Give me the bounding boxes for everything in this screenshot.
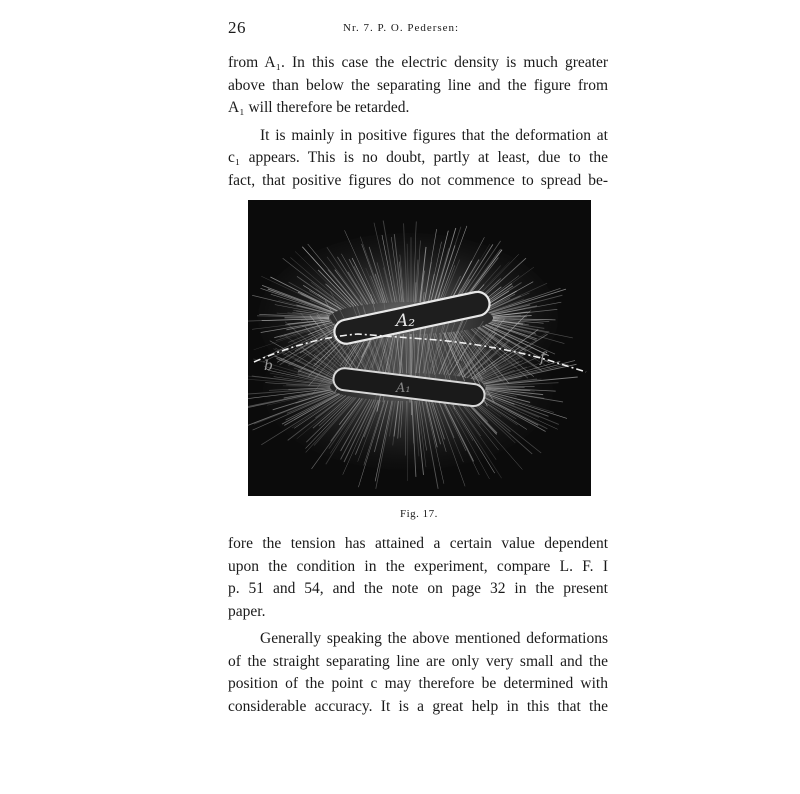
text-line: It is mainly in positive figures that the deformation at (260, 126, 608, 144)
text-line: fore the tension has attained a certain value dependent (228, 535, 608, 552)
label-f: f (540, 350, 546, 366)
text-line: from A₁. In this case the electric density is much greater (228, 54, 608, 71)
text-line: upon the condition in the experiment, compare L. F. I (228, 557, 608, 575)
text-line: Generally speaking the above mentioned deformations (260, 630, 608, 647)
paragraph-2 (228, 125, 608, 193)
text-line: position of the point c may therefore be determined with (228, 675, 608, 692)
text-block-bottom (228, 533, 608, 718)
page-number: 26 (228, 18, 246, 37)
text-line: paper. (228, 602, 266, 620)
text-line: c₁ appears. This is no doubt, partly at least, due to the (228, 149, 608, 166)
text-line: A₁ will therefore be retarded. (228, 99, 410, 116)
label-b: b (264, 358, 273, 374)
paragraph-1 (228, 52, 608, 120)
text-line: of the straight separating line are only very small and the (228, 652, 608, 670)
running-head: Nr. 7. P. O. Pedersen: (343, 22, 460, 34)
paragraph-4 (228, 628, 608, 718)
label-a1: A₁ (396, 381, 411, 396)
text-line: above than below the separating line and the figure from (228, 76, 608, 94)
text-line: considerable accuracy. It is a great help in this that the (228, 697, 608, 715)
paragraph-3 (228, 533, 608, 623)
label-a2: A₂ (396, 311, 416, 331)
text-line: fact, that positive figures do not commence to spread be- (228, 171, 608, 189)
figure-caption: Fig. 17. (400, 508, 438, 520)
text-line: p. 51 and 54, and the note on page 32 in the present (228, 580, 608, 597)
figure-17-photograph (248, 200, 591, 496)
text-block-top (228, 52, 608, 192)
